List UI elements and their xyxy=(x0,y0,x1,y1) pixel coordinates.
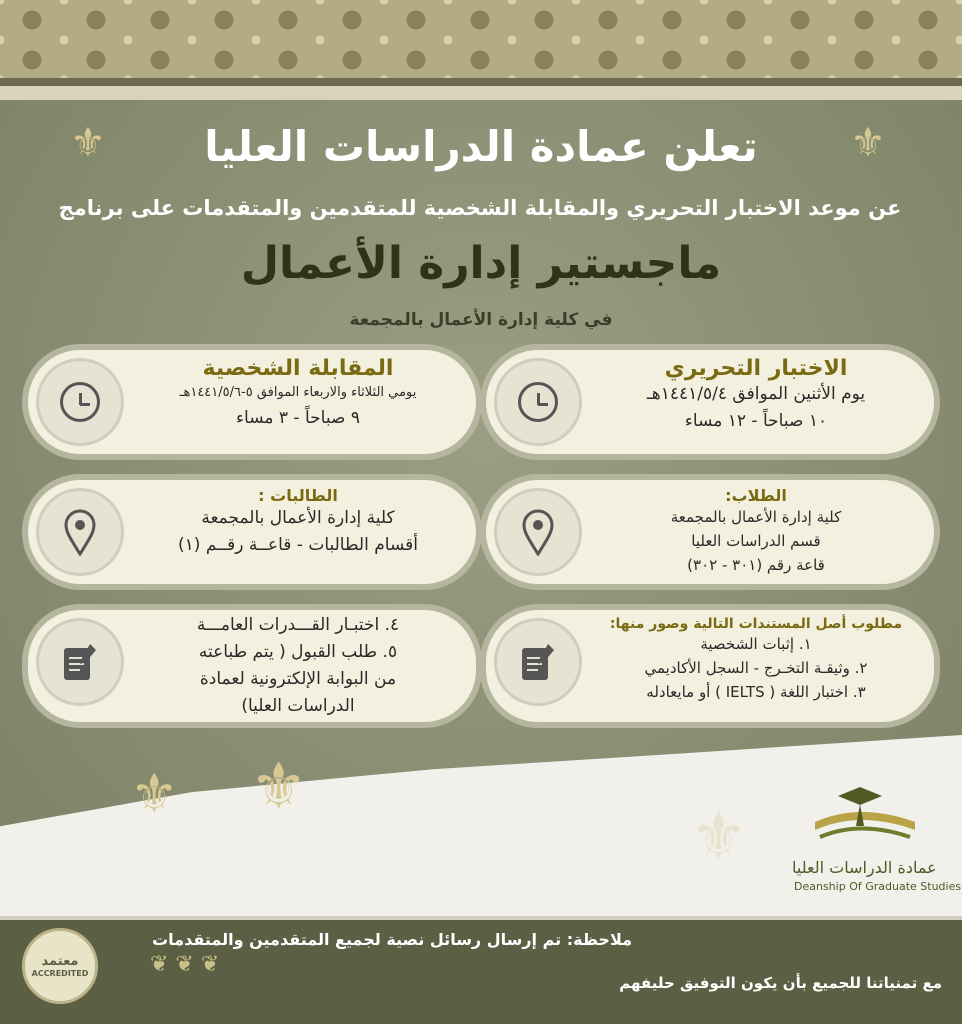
written-exam-card xyxy=(486,350,934,454)
ornament-right-icon: ⚜ xyxy=(850,120,886,166)
male-location-title: الطلاب: xyxy=(725,486,787,505)
male-location-line2: قسم الدراسات العليا xyxy=(691,532,821,550)
program-name: ماجستير إدارة الأعمال xyxy=(240,238,722,289)
documents-item-1: ١. إثبات الشخصية xyxy=(700,635,812,653)
male-location-card xyxy=(486,480,934,584)
documents-item-2: ٢. وثيقـة التخـرج - السجل الأكاديمي xyxy=(644,659,868,677)
ornament-left-icon: ⚜ xyxy=(70,120,106,166)
stopwatch-icon xyxy=(36,358,124,446)
logo-emblem xyxy=(810,782,920,852)
footer-ornament-icon: ❦ ❦ ❦ xyxy=(150,952,220,977)
female-location-line1: كلية إدارة الأعمال بالمجمعة xyxy=(201,508,395,528)
map-pin-icon xyxy=(494,488,582,576)
documents-cont-item-4: ٤. اختبـار القـــدرات العامـــة xyxy=(196,615,400,635)
male-location-line3: قاعة رقم (٣٠١ - ٣٠٢) xyxy=(687,556,825,574)
documents-item-3: ٣. اختبار اللغة ( IELTS ) أو مايعادله xyxy=(646,683,866,701)
documents-cont-item-5c: الدراسات العليا) xyxy=(241,696,355,716)
written-exam-date: يوم الأثنين الموافق ١٤٤١/٥/٤هـ xyxy=(646,384,866,404)
written-exam-time: ١٠ صباحاً - ١٢ مساء xyxy=(684,411,828,431)
logo-english-text: Deanship Of Graduate Studies xyxy=(794,880,962,893)
top-strip xyxy=(0,78,962,86)
documents-cont-card xyxy=(28,610,476,722)
interview-date: يومي الثلاثاء والاربعاء الموافق ٥-١٤٤١/٥/٦هـ xyxy=(179,385,417,400)
interview-title: المقابلة الشخصية xyxy=(202,356,394,381)
female-location-card xyxy=(28,480,476,584)
accreditation-badge xyxy=(22,928,98,1004)
document-pen-icon xyxy=(36,618,124,706)
ornament-bottom-center-icon: ⚜ xyxy=(250,750,308,824)
footer-wish: مع تمنياتنا للجميع بأن يكون التوفيق حليفهم xyxy=(619,974,942,992)
logo-arabic-text: عمادة الدراسات العليا xyxy=(792,858,937,877)
page-title: تعلن عمادة الدراسات العليا xyxy=(204,122,758,171)
documents-cont-item-5b: من البوابة الإلكترونية لعمادة xyxy=(199,669,397,689)
interview-card xyxy=(28,350,476,454)
badge-english: ACCREDITED xyxy=(31,969,89,978)
ornament-bottom-left-icon: ⚜ xyxy=(130,762,179,825)
female-location-title: الطالبات : xyxy=(258,486,338,505)
top-strip-light xyxy=(0,86,962,100)
stopwatch-icon xyxy=(494,358,582,446)
document-pen-icon xyxy=(494,618,582,706)
ornament-bottom-faint-icon: ⚜ xyxy=(690,800,748,874)
male-location-line1: كلية إدارة الأعمال بالمجمعة xyxy=(670,508,842,526)
top-pattern xyxy=(0,0,962,78)
written-exam-title: الاختبار التحريري xyxy=(664,356,848,381)
documents-cont-item-5: ٥. طلب القبول ( يتم طباعته xyxy=(198,642,398,662)
female-location-line2: أقسام الطالبات - قاعــة رقــم (١) xyxy=(178,535,418,555)
footer-top-line xyxy=(0,916,962,920)
map-pin-icon xyxy=(36,488,124,576)
college-name: في كلية إدارة الأعمال بالمجمعة xyxy=(349,310,613,330)
badge-arabic: معتمد xyxy=(41,954,79,969)
documents-card xyxy=(486,610,934,722)
footer-note: ملاحظة: تم إرسال رسائل نصية لجميع المتقدمين والمتقدمات xyxy=(152,930,632,949)
top-ornament-band xyxy=(0,0,962,100)
documents-title: مطلوب أصل المستندات التالية وصور منها: xyxy=(609,616,903,632)
interview-time: ٩ صباحاً - ٣ مساء xyxy=(236,408,360,428)
page-subtitle: عن موعد الاختبار التحريري والمقابلة الشخصية للمتقدمين والمتقدمات على برنامج xyxy=(58,196,902,220)
